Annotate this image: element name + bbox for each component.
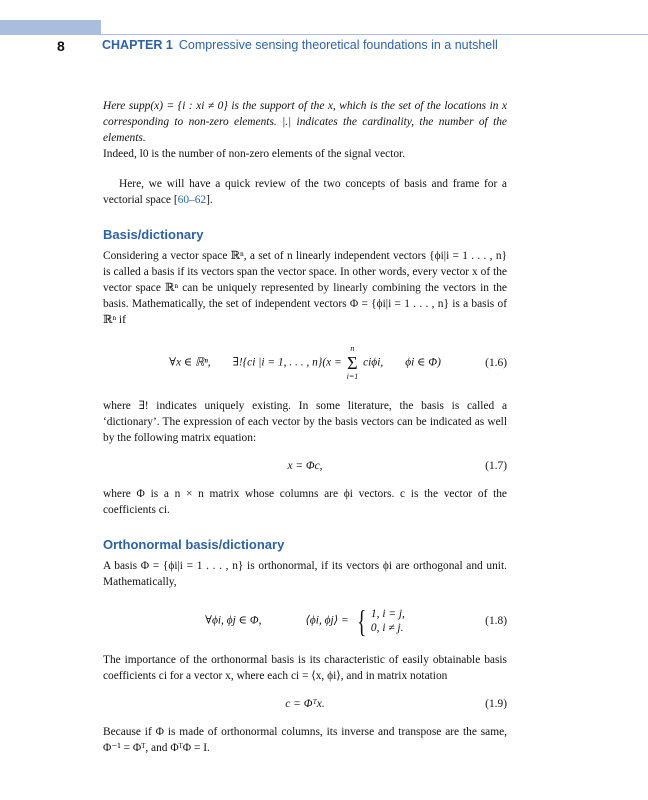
- cases-brace: {: [356, 603, 366, 639]
- review-text: Here, we will have a quick review of the two concepts of basis and frame for a vectorial space [: [103, 178, 507, 206]
- intro-paragraph-support: Here supp(x) = {i : xi ≠ 0} is the support of the x, which is the set of the locations in x corresponding to non-zero elements. |.| indicates the cardinality, the number of the elements.: [103, 100, 507, 144]
- basis-paragraph-matrix: where Φ is a n × n matrix whose columns are ϕi vectors. c is the vector of the coefficients ci.: [103, 488, 507, 516]
- eq16-mid: ∃!{ci |i = 1, . . . , n}(x =: [232, 356, 342, 369]
- orthonormal-paragraph-inverse: Because if Φ is made of orthonormal columns, its inverse and transpose are the same, Φ⁻¹ = Φᵀ, and ΦᵀΦ = I.: [103, 726, 507, 754]
- basis-paragraph-definition: Considering a vector space ℝⁿ, a set of n linearly independent vectors {ϕi|i = 1 . . . , n} is called a basis if its vectors span the vector space. In other words, every vector x of the vector space ℝⁿ can be uniquely represented by linearly combining the vectors in the basis. Mathematically, the set of independent vectors Φ = {ϕi|i = 1 . . . , n} is a basis of ℝⁿ if: [103, 250, 507, 326]
- intro-paragraph-review: [103, 176, 507, 208]
- equation-number-1-9: (1.9): [485, 698, 507, 710]
- equation-1-7-body: x = Φc,: [287, 460, 323, 472]
- section-heading-orthonormal: Orthonormal basis/dictionary: [103, 537, 285, 552]
- page-number: 8: [57, 38, 65, 54]
- equation-1-8-body: [205, 605, 405, 637]
- eq16-term: ciϕi,: [363, 356, 384, 369]
- running-header: [102, 38, 498, 52]
- equation-1-8: [103, 602, 507, 640]
- orthonormal-paragraph-importance: The importance of the orthonormal basis is its characteristic of easily obtainable basis coefficients ci for a vector x, where each ci = ⟨x, ϕi⟩, and in matrix notation: [103, 654, 507, 682]
- orthonormal-paragraph-definition: A basis Φ = {ϕi|i = 1 . . . , n} is orthonormal, if its vectors ϕi are orthogonal and unit. Mathematically,: [103, 560, 507, 588]
- case-not-equal: 0, i ≠ j.: [370, 622, 404, 634]
- equation-number-1-8: (1.8): [485, 615, 507, 627]
- equation-1-7: [103, 458, 507, 474]
- equation-1-6-body: [169, 344, 441, 382]
- case-equal: 1, i = j,: [370, 608, 405, 620]
- cases-block: [352, 605, 405, 637]
- citation-link[interactable]: 60–62: [177, 194, 207, 206]
- review-text-end: ].: [206, 194, 213, 206]
- basis-paragraph-dictionary: where ∃! indicates uniquely existing. In some literature, the basis is called a ‘dictionary’. The expression of each vector by the basis vectors can be indicated as well by the following matrix equation:: [103, 400, 507, 444]
- chapter-label: CHAPTER 1: [102, 38, 173, 52]
- eq18-inner: ⟨ϕi, ϕj⟩ =: [305, 614, 349, 627]
- chapter-title: Compressive sensing theoretical foundations in a nutshell: [178, 38, 498, 52]
- eq16-left: ∀x ∈ ℝⁿ,: [169, 356, 211, 369]
- summation-symbol: [347, 344, 359, 382]
- sum-upper-limit: n: [350, 344, 355, 353]
- eq18-left: ∀ϕi, ϕj ∈ Φ,: [205, 614, 262, 627]
- equation-1-9-body: c = Φᵀx.: [285, 698, 325, 710]
- sum-sigma: Σ: [347, 353, 358, 373]
- header-rule: [101, 34, 648, 35]
- intro-paragraph-l0: Indeed, l0 is the number of non-zero elements of the signal vector.: [103, 148, 406, 160]
- cases-rows: [371, 607, 405, 635]
- equation-1-6: [103, 340, 507, 386]
- equation-number-1-7: (1.7): [485, 460, 507, 472]
- sum-lower-limit: i=1: [346, 372, 359, 381]
- page-body: [103, 98, 507, 756]
- equation-number-1-6: (1.6): [485, 357, 507, 369]
- header-accent-bar: [0, 20, 101, 35]
- section-heading-basis: Basis/dictionary: [103, 227, 204, 242]
- equation-1-9: [103, 696, 507, 712]
- eq16-right: ϕi ∈ Φ): [405, 356, 441, 369]
